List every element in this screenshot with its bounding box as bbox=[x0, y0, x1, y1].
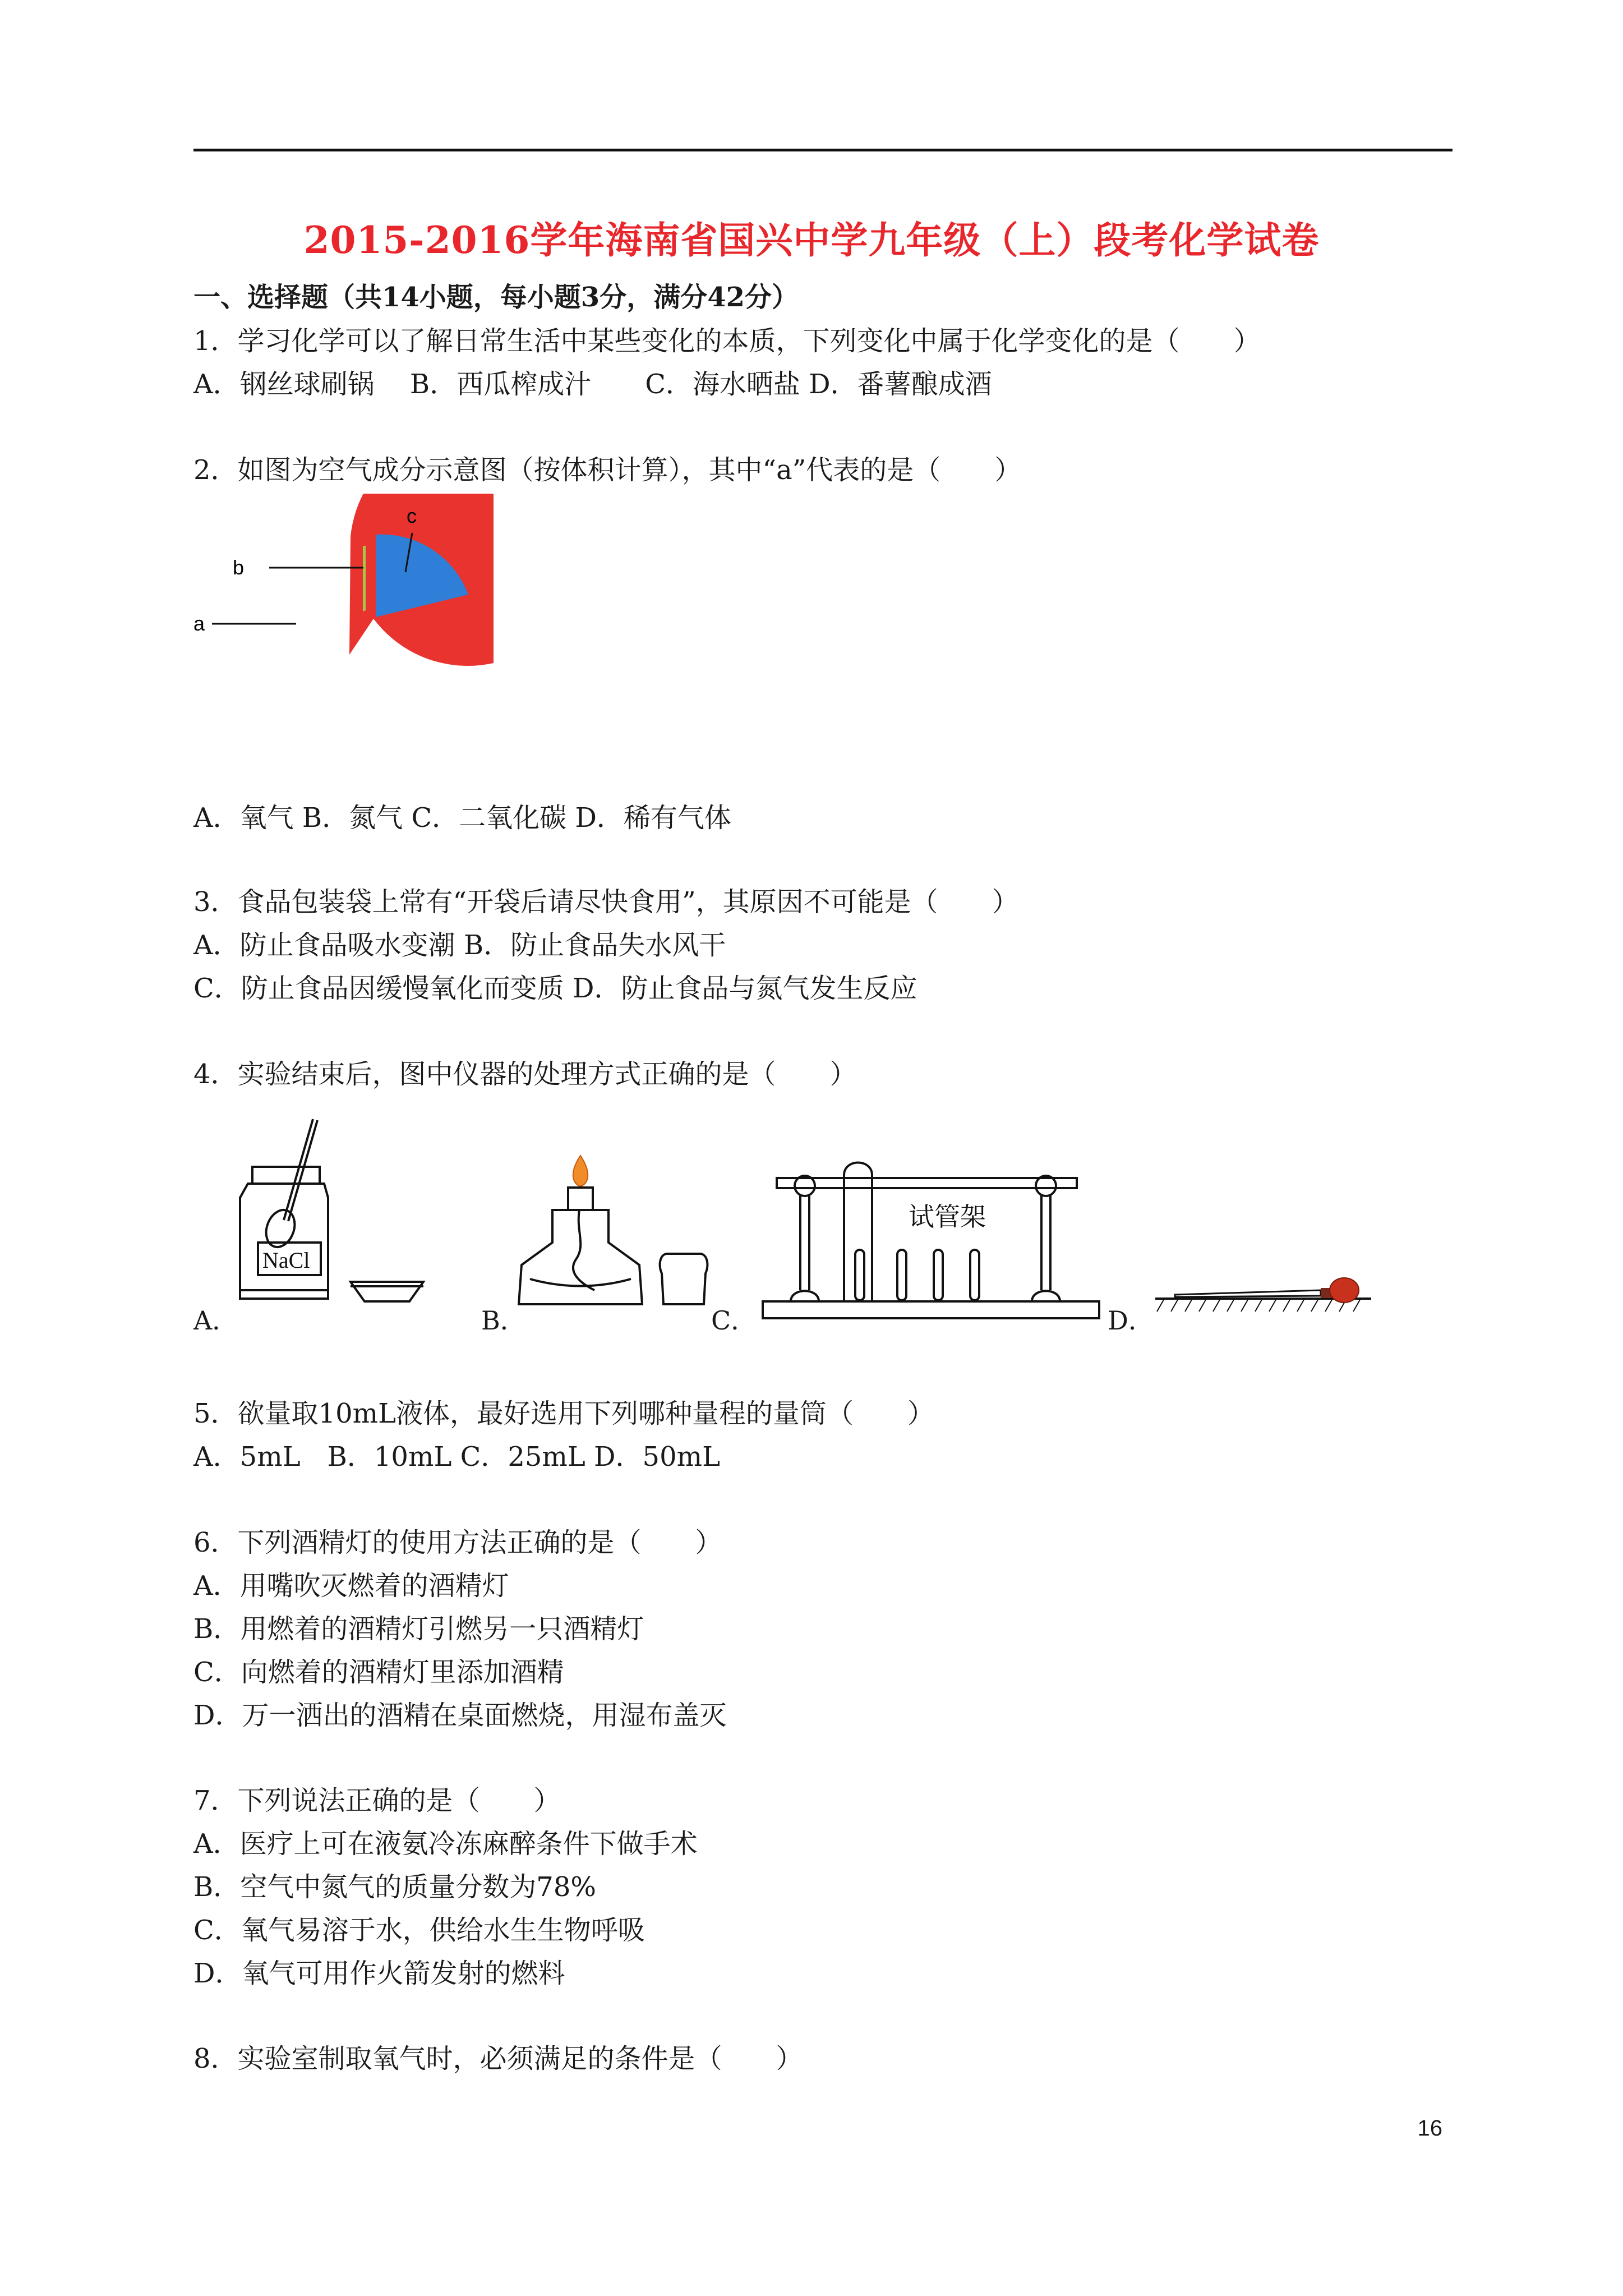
q6-option-b: B．用燃着的酒精灯引燃另一只酒精灯 bbox=[193, 1613, 644, 1645]
q6-stem: 6．下列酒精灯的使用方法正确的是（ ） bbox=[193, 1527, 722, 1558]
q7-option-b: B．空气中氮气的质量分数为78% bbox=[193, 1871, 596, 1903]
q6-option-d: D．万一洒出的酒精在桌面燃烧，用湿布盖灭 bbox=[193, 1700, 727, 1731]
test-tube-rack-figure bbox=[760, 1150, 1108, 1329]
pie-label-c: c bbox=[407, 504, 417, 527]
q7-option-a: A．医疗上可在液氨冷冻麻醉条件下做手术 bbox=[193, 1828, 698, 1860]
nacl-label: NaCl bbox=[262, 1248, 310, 1273]
section-heading: 一、选择题（共14小题，每小题3分，满分42分） bbox=[193, 282, 799, 313]
page-title: 2015-2016学年海南省国兴中学九年级（上）段考化学试卷 bbox=[303, 218, 1320, 262]
q5-stem: 5．欲量取10mL液体，最好选用下列哪种量程的量筒（ ） bbox=[193, 1398, 935, 1429]
q1-stem: 1．学习化学可以了解日常生活中某些变化的本质，下列变化中属于化学变化的是（ ） bbox=[193, 325, 1261, 357]
q3-stem: 3．食品包装袋上常有“开袋后请尽快食用”，其原因不可能是（ ） bbox=[193, 886, 1019, 918]
air-composition-pie-figure bbox=[191, 494, 494, 797]
q4-option-d-label: D． bbox=[1108, 1305, 1154, 1336]
q6-option-a: A．用嘴吹灭燃着的酒精灯 bbox=[193, 1570, 509, 1602]
q4-stem: 4．实验结束后，图中仪器的处理方式正确的是（ ） bbox=[193, 1059, 857, 1090]
pie-label-a: a bbox=[193, 612, 205, 635]
q3-options-line1: A．防止食品吸水变潮 B．防止食品失水风干 bbox=[193, 930, 726, 961]
q5-options: A．5mL B．10mL C．25mL D．50mL bbox=[193, 1441, 721, 1473]
q6-option-c: C．向燃着的酒精灯里添加酒精 bbox=[193, 1657, 564, 1688]
alcohol-lamp-figure bbox=[513, 1153, 726, 1332]
pie-slice-b bbox=[363, 546, 366, 611]
rack-label: 试管架 bbox=[909, 1202, 986, 1232]
pie-label-b: b bbox=[233, 556, 245, 579]
q8-stem: 8．实验室制取氧气时，必须满足的条件是（ ） bbox=[193, 2043, 803, 2074]
q1-options: A．钢丝球刷锅 B．西瓜榨成汁 C．海水晒盐 D．番薯酿成酒 bbox=[193, 369, 992, 400]
header-rule bbox=[193, 149, 1453, 151]
q2-stem: 2．如图为空气成分示意图（按体积计算），其中“a”代表的是（ ） bbox=[193, 454, 1022, 486]
q7-option-c: C．氧气易溶于水，供给水生生物呼吸 bbox=[193, 1915, 645, 1946]
page-number: 16 bbox=[1417, 2116, 1442, 2141]
q7-option-d: D．氧气可用作火箭发射的燃料 bbox=[193, 1958, 565, 1989]
q2-options: A．氧气 B．氮气 C．二氧化碳 D．稀有气体 bbox=[193, 802, 731, 834]
q3-options-line2: C．防止食品因缓慢氧化而变质 D．防止食品与氮气发生反应 bbox=[193, 973, 917, 1004]
reagent-bottle-figure bbox=[224, 1108, 443, 1327]
dropper-figure bbox=[1152, 1273, 1377, 1318]
q4-option-a-label: A． bbox=[193, 1305, 238, 1336]
q7-stem: 7．下列说法正确的是（ ） bbox=[193, 1785, 561, 1816]
q4-option-b-label: B． bbox=[481, 1305, 526, 1336]
q4-option-c-label: C． bbox=[711, 1305, 757, 1336]
